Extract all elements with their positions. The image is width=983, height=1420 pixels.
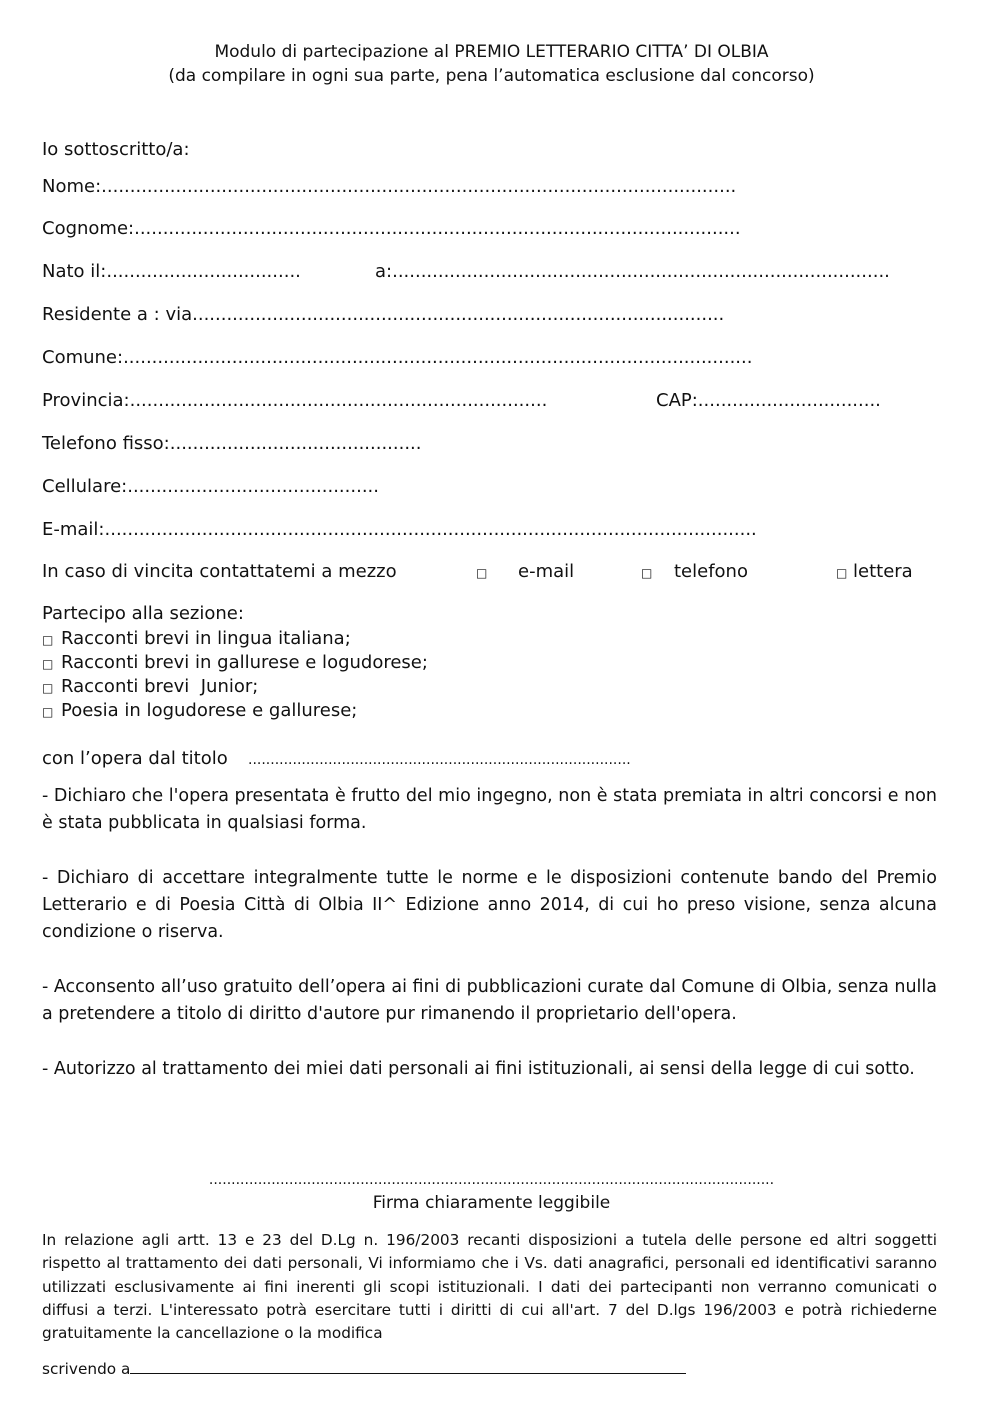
signature-line[interactable]: ...............................................................................................................................	[208, 1172, 775, 1188]
signature-caption: Firma chiaramente leggibile	[372, 1193, 611, 1213]
opera-title-field[interactable]: ......................................................................................	[248, 752, 631, 768]
cognome-field[interactable]: Cognome:..........................................................................................................	[42, 218, 741, 239]
contatto-lettera-checkbox[interactable]: □	[836, 566, 848, 580]
declaration-3: - Acconsento all’uso gratuito dell’opera ai fini di pubblicazioni curate dal Comune di Olbia, senza nulla a pretendere a titolo di diritto d'autore pur rimanendo il proprietario dell'opera.	[42, 977, 937, 1024]
email-field[interactable]: E-mail:..................................................................................................................	[42, 519, 757, 540]
cellulare-field[interactable]: Cellulare:............................................	[42, 476, 379, 497]
privacy-notice: In relazione agli artt. 13 e 23 del D.Lg n. 196/2003 recanti disposizioni a tutela delle persone ed altri soggetti rispetto al trattamento dei dati personali, Vi informiamo che i Vs. dati anagrafici, personali ed identificativi saranno utilizzati esclusivamente ai fini inerenti gli scopi istituzionali. I dati dei partecipanti non verranno comunicati o diffusi a terzi. L'interessato potrà esercitare tutti i diritti di cui all'art. 7 del D.lgs 196/2003 e potrà richiederne gratuitamente la cancellazione o la modifica	[42, 1231, 937, 1343]
sezione-item-2: Racconti brevi in gallurese e logudorese;	[61, 652, 428, 673]
contatto-telefono-label: telefono	[674, 561, 748, 582]
privacy-recipient-row	[42, 1356, 686, 1378]
sezione-checkbox-3[interactable]: □	[42, 681, 54, 695]
sezione-checkbox-4[interactable]: □	[42, 705, 54, 719]
contatto-email-label: e-mail	[518, 561, 575, 582]
declaration-4: - Autorizzo al trattamento dei miei dati personali ai fini istituzionali, ai sensi della legge di cui sotto.	[42, 1059, 915, 1079]
sezione-item-1: Racconti brevi in lingua italiana;	[61, 628, 351, 649]
intro-label: Io sottoscritto/a:	[42, 139, 190, 160]
declaration-1: - Dichiaro che l'opera presentata è frutto del mio ingegno, non è stata premiata in altri concorsi e non è stata pubblicata in qualsiasi forma.	[42, 786, 937, 833]
nato-il-field[interactable]: Nato il:..................................	[42, 261, 301, 282]
sezione-item-3: Racconti brevi Junior;	[61, 676, 259, 697]
nato-a-field[interactable]: a:.......................................................................................	[375, 261, 890, 282]
contatto-label: In caso di vincita contattatemi a mezzo	[42, 561, 397, 582]
comune-field[interactable]: Comune:..............................................................................................................	[42, 347, 753, 368]
opera-label: con l’opera dal titolo	[42, 748, 228, 769]
residente-field[interactable]: Residente a : via.............................................................................................	[42, 304, 725, 325]
sezione-label: Partecipo alla sezione:	[42, 603, 244, 624]
sezione-checkbox-2[interactable]: □	[42, 657, 54, 671]
document-title: Modulo di partecipazione al PREMIO LETTERARIO CITTA’ DI OLBIA	[214, 42, 769, 62]
contatto-email-checkbox[interactable]: □	[476, 566, 488, 580]
sezione-item-4: Poesia in logudorese e gallurese;	[61, 700, 358, 721]
contatto-telefono-checkbox[interactable]: □	[641, 566, 653, 580]
recipient-underline[interactable]	[130, 1356, 686, 1374]
nome-field[interactable]: Nome:...............................................................................................................	[42, 176, 737, 197]
telefono-fisso-field[interactable]: Telefono fisso:............................................	[42, 433, 422, 454]
contatto-lettera-label: lettera	[853, 561, 913, 582]
scrivendo-label: scrivendo a	[42, 1360, 131, 1378]
cap-field[interactable]: CAP:................................	[656, 390, 881, 411]
declaration-2: - Dichiaro di accettare integralmente tutte le norme e le disposizioni contenute bando del Premio Letterario e di Poesia Città di Olbia II^ Edizione anno 2014, di cui ho preso visione, senza alcuna condizione o riserva.	[42, 868, 937, 942]
sezione-checkbox-1[interactable]: □	[42, 633, 54, 647]
provincia-field[interactable]: Provincia:.........................................................................	[42, 390, 548, 411]
document-subtitle: (da compilare in ogni sua parte, pena l’automatica esclusione dal concorso)	[168, 66, 815, 86]
